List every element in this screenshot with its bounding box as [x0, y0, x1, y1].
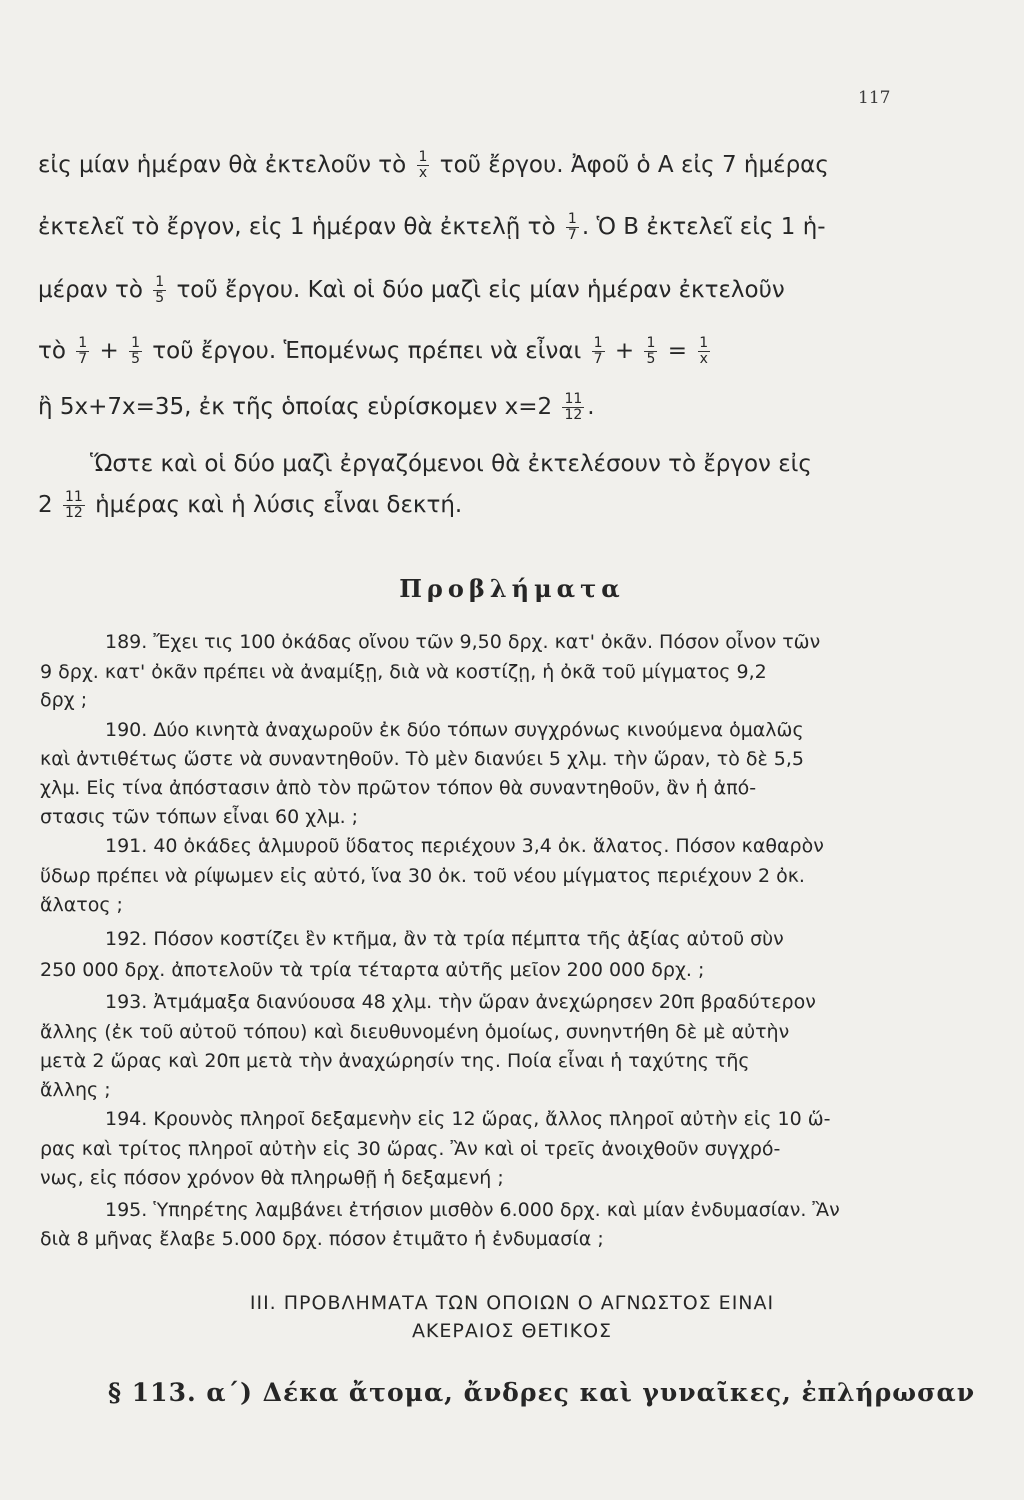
- fraction: [153, 275, 166, 306]
- problem-line: καὶ ἀντιθέτως ὥστε νὰ συναντηθοῦν. Τὸ μὲν διανύει 5 χλμ. τὴν ὥραν, τὸ δὲ 5,5: [40, 748, 805, 770]
- text-span: .: [587, 394, 595, 420]
- text-line: [38, 392, 918, 423]
- fraction: [562, 392, 584, 423]
- paragraph-title: § 113. α΄) Δέκα ἄτομα, ἄνδρες καὶ γυναῖκες, ἐπλήρωσαν: [108, 1378, 976, 1407]
- text-span: τοῦ ἔργου. Ἑπομένως πρέπει νὰ εἶναι: [152, 338, 582, 364]
- fraction-denominator: 5: [646, 351, 656, 367]
- fraction-denominator: x: [418, 165, 428, 181]
- fraction-denominator: 7: [593, 351, 603, 367]
- problem-line: δρχ ;: [40, 689, 88, 711]
- text-span: τὸ: [38, 338, 66, 364]
- fraction-denominator: 12: [564, 407, 583, 423]
- fraction-numerator: 1: [418, 149, 428, 165]
- fraction-numerator: 1: [155, 274, 165, 290]
- fraction: [592, 336, 605, 367]
- problem-line: 195. Ὑπηρέτης λαμβάνει ἐτήσιον μισθὸν 6.000 δρχ. καὶ μίαν ἐνδυμασίαν. Ἂν: [105, 1199, 840, 1221]
- fraction: [63, 490, 85, 521]
- text-span: εἰς μίαν ἡμέραν θὰ ἐκτελοῦν τὸ: [38, 152, 407, 178]
- text-span: . Ὁ Β ἐκτελεῖ εἰς 1 ἡ-: [581, 214, 826, 240]
- fraction-numerator: 1: [699, 335, 709, 351]
- fraction-numerator: 1: [593, 335, 603, 351]
- problem-line: μετὰ 2 ὥρας καὶ 20π μετὰ τὴν ἀναχώρησίν της. Ποία εἶναι ἡ ταχύτης τῆς: [40, 1050, 750, 1072]
- problem-line: ἄλλης (ἐκ τοῦ αὐτοῦ τόπου) καὶ διευθυνομένη ὁμοίως, συνηντήθη δὲ μὲ αὐτὴν: [40, 1021, 790, 1043]
- fraction-numerator: 11: [564, 391, 583, 407]
- fraction-denominator: 7: [567, 227, 577, 243]
- text-span: μέραν τὸ: [38, 277, 143, 303]
- problem-line: 250 000 δρχ. ἀποτελοῦν τὰ τρία τέταρτα αὐτῆς μεῖον 200 000 δρχ. ;: [40, 959, 705, 981]
- fraction-denominator: 5: [131, 351, 140, 367]
- text-span: τοῦ ἔργου. Καὶ οἱ δύο μαζὶ εἰς μίαν ἡμέραν ἐκτελοῦν: [176, 277, 785, 303]
- problem-line: στασις τῶν τόπων εἶναι 60 χλμ. ;: [40, 806, 359, 828]
- problem-line: 194. Κρουνὸς πληροῖ δεξαμενὴν εἰς 12 ὥρας, ἄλλος πληροῖ αὐτὴν εἰς 10 ὥ-: [105, 1108, 831, 1130]
- fraction-numerator: 1: [131, 335, 140, 351]
- problem-line: 191. 40 ὀκάδες ἁλμυροῦ ὕδατος περιέχουν 3,4 ὀκ. ἅλατος. Πόσον καθαρὸν: [105, 835, 824, 857]
- fraction: [566, 212, 579, 243]
- fraction: [644, 336, 657, 367]
- fraction: [697, 336, 710, 367]
- fraction-denominator: 5: [155, 290, 165, 306]
- text-span: Ὥστε καὶ οἱ δύο μαζὶ ἐργαζόμενοι θὰ ἐκτελέσουν τὸ ἔργον εἰς: [90, 451, 812, 477]
- problem-line: 192. Πόσον κοστίζει ἓν κτῆμα, ἂν τὰ τρία πέμπτα τῆς ἀξίας αὐτοῦ σὺν: [105, 928, 784, 950]
- text-span: ἡμέρας καὶ ἡ λύσις εἶναι δεκτή.: [95, 492, 463, 518]
- fraction-denominator: 7: [78, 351, 88, 367]
- text-line: [38, 490, 918, 521]
- problem-line: 190. Δύο κινητὰ ἀναχωροῦν ἐκ δύο τόπων συγχρόνως κινούμενα ὁμαλῶς: [105, 719, 804, 741]
- equals-sign: =: [667, 338, 687, 364]
- fraction-numerator: 1: [567, 211, 577, 227]
- problem-line: ρας καὶ τρίτος πληροῖ αὐτὴν εἰς 30 ὥρας. Ἂν καὶ οἱ τρεῖς ἀνοιχθοῦν συγχρό-: [40, 1138, 781, 1160]
- problem-line: ἅλατος ;: [40, 894, 123, 916]
- problem-line: διὰ 8 μῆνας ἔλαβε 5.000 δρχ. πόσον ἐτιμᾶτο ἡ ἐνδυμασία ;: [40, 1228, 604, 1250]
- fraction-numerator: 1: [646, 335, 656, 351]
- fraction-denominator: x: [699, 351, 708, 367]
- fraction-numerator: 1: [78, 335, 88, 351]
- fraction-denominator: 12: [64, 505, 83, 521]
- text-line: [38, 150, 918, 181]
- text-span: ἢ 5x+7x=35, ἐκ τῆς ὁποίας εὑρίσκομεν x=2: [38, 394, 553, 420]
- problem-line: 9 δρχ. κατ' ὀκᾶν πρέπει νὰ ἀναμίξῃ, διὰ νὰ κοστίζῃ, ἡ ὀκᾶ τοῦ μίγματος 9,2: [40, 661, 767, 683]
- text-line: [38, 336, 918, 367]
- fraction: [76, 336, 89, 367]
- section-heading: III. ΠΡΟΒΛΗΜΑΤΑ ΤΩΝ ΟΠΟΙΩΝ Ο ΑΓΝΩΣΤΟΣ ΕΙΝΑΙ: [249, 1292, 775, 1314]
- fraction: [417, 150, 430, 181]
- problem-line: 193. Ἀτμάμαξα διανύουσα 48 χλμ. τὴν ὥραν ἀνεχώρησεν 20π βραδύτερον: [105, 991, 816, 1013]
- problems-heading: Προβλήματα: [399, 574, 625, 603]
- text-line: [38, 212, 918, 243]
- plus-sign: +: [99, 338, 119, 364]
- problem-line: ὕδωρ πρέπει νὰ ρίψωμεν εἰς αὐτό, ἵνα 30 ὀκ. τοῦ νέου μίγματος περιέχουν 2 ὀκ.: [40, 865, 805, 887]
- text-line: [38, 275, 918, 306]
- page-number: 117: [858, 88, 891, 108]
- problem-line: νως, εἰς πόσον χρόνον θὰ πληρωθῇ ἡ δεξαμενή ;: [40, 1167, 504, 1189]
- text-line: [90, 450, 970, 478]
- plus-sign: +: [614, 338, 635, 364]
- problem-line: ἄλλης ;: [40, 1079, 111, 1101]
- text-span: 2: [38, 492, 53, 518]
- fraction-numerator: 11: [64, 489, 83, 505]
- fraction: [129, 336, 142, 367]
- problem-line: χλμ. Εἰς τίνα ἀπόστασιν ἀπὸ τὸν πρῶτον τόπον θὰ συναντηθοῦν, ἂν ἡ ἀπό-: [40, 777, 757, 799]
- problem-line: 189. Ἔχει τις 100 ὀκάδας οἴνου τῶν 9,50 δρχ. κατ' ὀκᾶν. Πόσον οἶνον τῶν: [105, 631, 821, 653]
- section-subheading: ΑΚΕΡΑΙΟΣ ΘΕΤΙΚΟΣ: [411, 1320, 613, 1342]
- text-span: ἐκτελεῖ τὸ ἔργον, εἰς 1 ἡμέραν θὰ ἐκτελῇ τὸ: [38, 214, 556, 240]
- text-span: τοῦ ἔργου. Ἀφοῦ ὁ Α εἰς 7 ἡμέρας: [439, 152, 829, 178]
